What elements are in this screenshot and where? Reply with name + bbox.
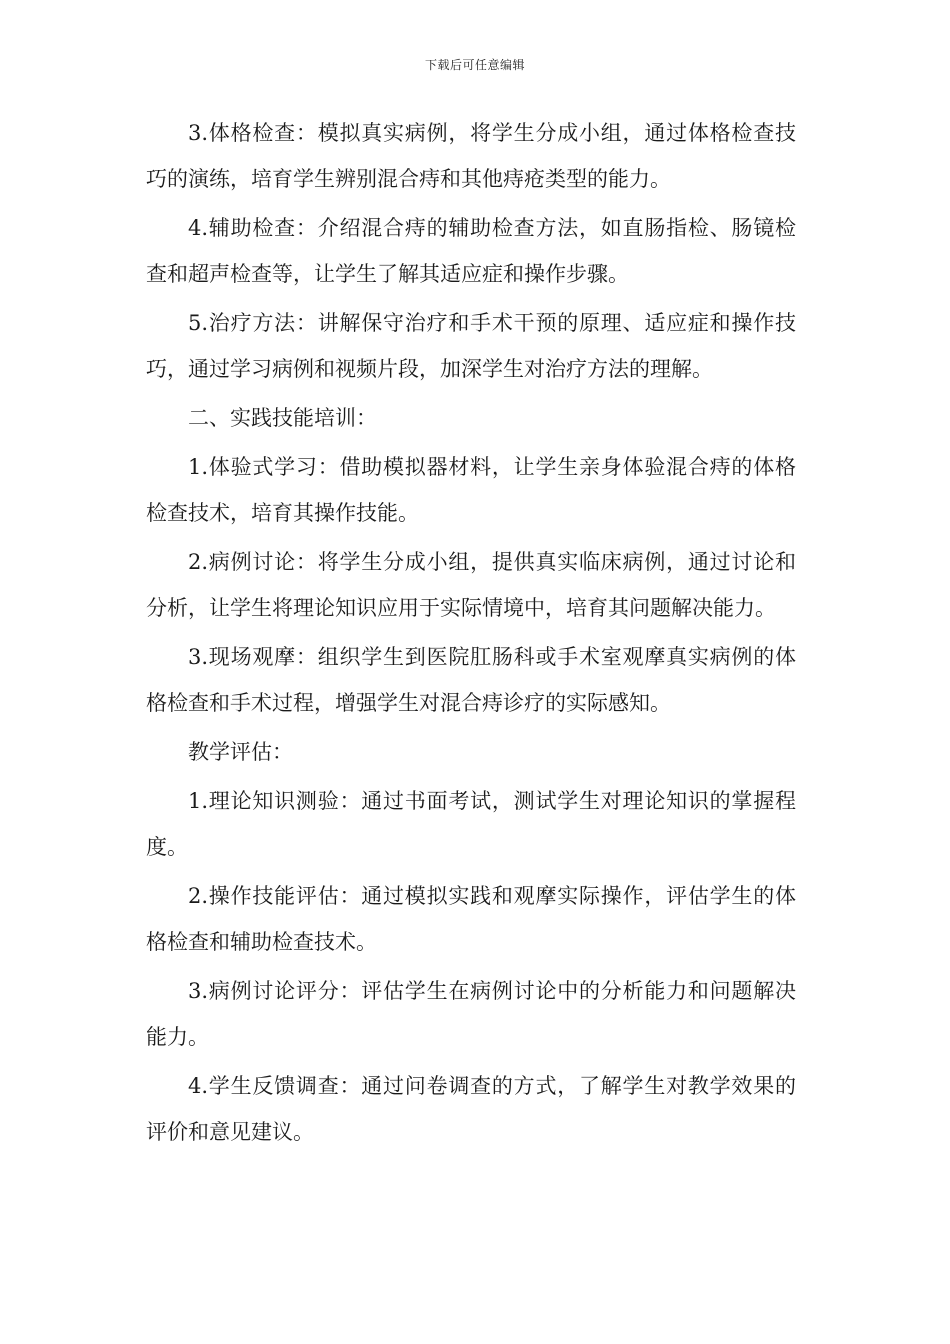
paragraph-student-feedback: 4.学生反馈调查：通过问卷调查的方式，了解学生对教学效果的评价和意见建议。 xyxy=(146,1074,796,1144)
paragraph-auxiliary-exam: 4.辅助检查：介绍混合痔的辅助检查方法，如直肠指检、肠镜检查和超声检查等，让学生了解其适应症和操作步骤。 xyxy=(146,216,796,286)
section-heading-practical-training: 二、实践技能培训： xyxy=(188,406,377,430)
section-heading-teaching-evaluation: 教学评估： xyxy=(188,740,293,764)
paragraph-case-scoring: 3.病例讨论评分：评估学生在病例讨论中的分析能力和问题解决能力。 xyxy=(146,979,796,1049)
document-body xyxy=(146,110,796,1158)
paragraph-case-discussion: 2.病例讨论：将学生分成小组，提供真实临床病例，通过讨论和分析，让学生将理论知识应用于实际情境中，培育其问题解决能力。 xyxy=(146,550,796,620)
paragraph-theory-test: 1.理论知识测验：通过书面考试，测试学生对理论知识的掌握程度。 xyxy=(146,789,796,859)
paragraph-skill-assessment: 2.操作技能评估：通过模拟实践和观摩实际操作，评估学生的体格检查和辅助检查技术。 xyxy=(146,884,796,954)
paragraph-treatment-methods: 5.治疗方法：讲解保守治疗和手术干预的原理、适应症和操作技巧，通过学习病例和视频片段，加深学生对治疗方法的理解。 xyxy=(146,311,796,381)
paragraph-site-observation: 3.现场观摩：组织学生到医院肛肠科或手术室观摩真实病例的体格检查和手术过程，增强学生对混合痔诊疗的实际感知。 xyxy=(146,645,796,715)
paragraph-experiential-learning: 1.体验式学习：借助模拟器材料，让学生亲身体验混合痔的体格检查技术，培育其操作技能。 xyxy=(146,455,796,525)
page-header: 下载后可任意编辑 xyxy=(424,58,525,72)
paragraph-physical-exam: 3.体格检查：模拟真实病例，将学生分成小组，通过体格检查技巧的演练，培育学生辨别混合痔和其他痔疮类型的能力。 xyxy=(146,121,796,191)
